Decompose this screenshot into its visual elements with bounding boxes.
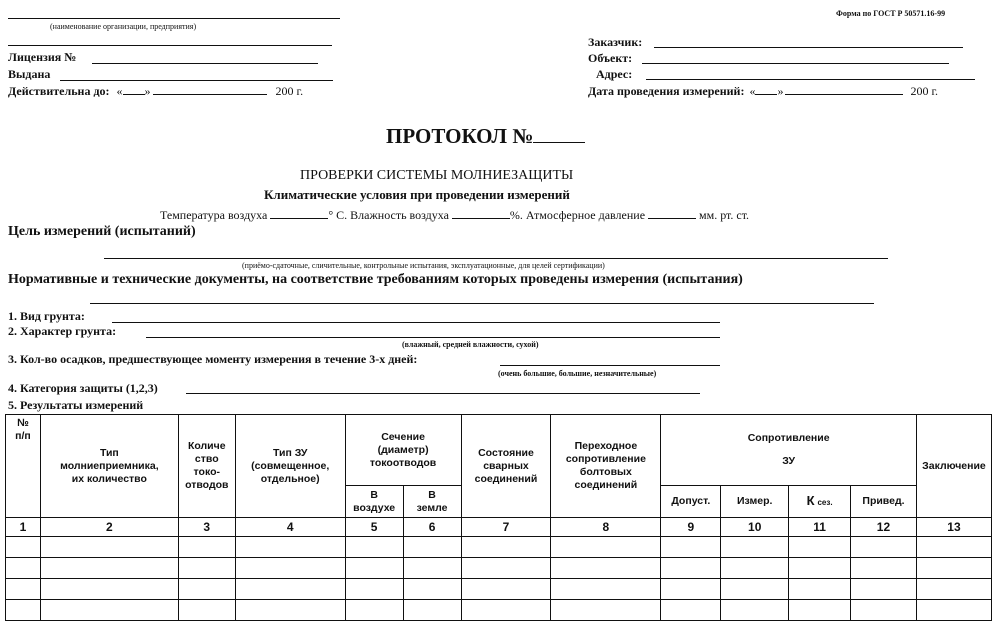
header-sec-b: (диаметр) bbox=[377, 443, 429, 456]
table-cell[interactable] bbox=[235, 558, 345, 579]
header-num-b: п/п bbox=[15, 430, 31, 442]
precip-label: 3. Кол-во осадков, предшествующее моменту измерения в течение 3-х дней: bbox=[8, 352, 418, 366]
category-label: 4. Категория защиты (1,2,3) bbox=[8, 381, 158, 395]
table-cell[interactable] bbox=[178, 558, 235, 579]
address-label: Адрес: bbox=[596, 67, 633, 81]
table-cell[interactable] bbox=[461, 579, 551, 600]
temp-label: Температура воздуха bbox=[160, 208, 268, 222]
table-cell[interactable] bbox=[721, 537, 789, 558]
header-num bbox=[6, 415, 41, 518]
table-cell[interactable] bbox=[403, 579, 461, 600]
header-weld bbox=[461, 415, 551, 518]
table-cell[interactable] bbox=[40, 600, 178, 621]
purpose-field[interactable] bbox=[104, 258, 888, 259]
soil-char-caption: (влажный, средней влажности, сухой) bbox=[402, 340, 539, 349]
table-cell[interactable] bbox=[551, 600, 661, 621]
table-cell[interactable] bbox=[916, 537, 991, 558]
object-field[interactable] bbox=[642, 63, 949, 64]
header-ground-a: В bbox=[428, 488, 436, 501]
col-num-8: 8 bbox=[551, 518, 661, 537]
purpose-heading: Цель измерений (испытаний) bbox=[8, 224, 196, 239]
table-cell[interactable] bbox=[551, 537, 661, 558]
table-cell[interactable] bbox=[403, 537, 461, 558]
table-cell[interactable] bbox=[721, 579, 789, 600]
header-res-a: Сопротивление bbox=[747, 432, 830, 444]
header-num-a: № bbox=[17, 417, 29, 429]
issued-label: Выдана bbox=[8, 67, 51, 81]
climate-line bbox=[160, 207, 749, 223]
soil-char-field[interactable] bbox=[146, 337, 720, 338]
col-num-9: 9 bbox=[661, 518, 721, 537]
header-k-sub: сез. bbox=[817, 498, 833, 507]
header-qty-b: ство bbox=[194, 453, 219, 465]
header-qty-a: Количе bbox=[187, 440, 226, 452]
protocol-number-field[interactable] bbox=[533, 125, 585, 143]
header-allowed: Допуст. bbox=[661, 486, 721, 518]
table-cell[interactable] bbox=[721, 558, 789, 579]
humidity-unit: %. Атмосферное давление bbox=[509, 208, 646, 222]
header-type-a: Тип bbox=[99, 446, 119, 459]
table-cell[interactable] bbox=[661, 558, 721, 579]
header-zu-c: отдельное) bbox=[260, 472, 320, 485]
customer-field[interactable] bbox=[654, 47, 963, 48]
table-cell[interactable] bbox=[403, 558, 461, 579]
header-sec-c: токоотводов bbox=[369, 456, 437, 469]
col-num-6: 6 bbox=[403, 518, 461, 537]
table-cell[interactable] bbox=[916, 600, 991, 621]
table-cell[interactable] bbox=[345, 579, 403, 600]
table-cell[interactable] bbox=[40, 537, 178, 558]
date-open: « bbox=[749, 84, 756, 98]
normative-heading: Нормативные и технические документы, на соответствие требованиям которых проведены измерения (испытания) bbox=[8, 272, 743, 287]
measurement-date bbox=[588, 83, 938, 99]
protocol-title bbox=[386, 124, 585, 149]
header-in-ground bbox=[403, 486, 461, 518]
table-cell[interactable] bbox=[461, 537, 551, 558]
table-cell[interactable] bbox=[403, 600, 461, 621]
header-zu-b: (совмещенное, bbox=[251, 459, 330, 472]
valid-label-text: Действительна до: bbox=[8, 84, 110, 98]
header-k-seasonal bbox=[789, 486, 851, 518]
table-cell[interactable] bbox=[345, 537, 403, 558]
pressure-field[interactable] bbox=[648, 207, 696, 219]
table-cell[interactable] bbox=[789, 558, 851, 579]
table-cell[interactable] bbox=[6, 600, 41, 621]
col-num-13: 13 bbox=[916, 518, 991, 537]
header-res-b: ЗУ bbox=[782, 455, 795, 467]
precip-caption: (очень большие, большие, незначительные) bbox=[498, 369, 657, 378]
table-cell[interactable] bbox=[851, 537, 917, 558]
table-cell[interactable] bbox=[6, 558, 41, 579]
table-cell[interactable] bbox=[235, 600, 345, 621]
table-cell[interactable] bbox=[721, 600, 789, 621]
license-field[interactable] bbox=[92, 63, 318, 64]
license-label: Лицензия № bbox=[8, 50, 77, 64]
table-cell[interactable] bbox=[235, 579, 345, 600]
col-num-5: 5 bbox=[345, 518, 403, 537]
table-cell[interactable] bbox=[235, 537, 345, 558]
header-type-b: молниеприемника, bbox=[60, 459, 159, 472]
header-sec-a: Сечение bbox=[381, 430, 425, 443]
org-name-line[interactable] bbox=[8, 18, 340, 19]
org-name-line-2[interactable] bbox=[8, 45, 332, 46]
header-trans-a: Переходное bbox=[574, 440, 638, 452]
column-number-row bbox=[6, 518, 992, 537]
temp-field[interactable] bbox=[270, 207, 328, 219]
temp-unit: ° С. Влажность воздуха bbox=[328, 208, 449, 222]
table-cell[interactable] bbox=[551, 579, 661, 600]
valid-day-field[interactable] bbox=[123, 83, 145, 95]
climate-heading: Климатические условия при проведении измерений bbox=[264, 187, 570, 202]
humidity-field[interactable] bbox=[452, 207, 510, 219]
valid-date-close: » bbox=[144, 84, 151, 98]
soil-char-label: 2. Характер грунта: bbox=[8, 324, 117, 338]
valid-year: 200 г. bbox=[275, 84, 304, 98]
col-num-1: 1 bbox=[6, 518, 41, 537]
table-cell[interactable] bbox=[178, 579, 235, 600]
results-label: 5. Результаты измерений bbox=[8, 398, 144, 412]
header-zu-type bbox=[235, 415, 345, 518]
table-cell[interactable] bbox=[345, 558, 403, 579]
table-cell[interactable] bbox=[661, 579, 721, 600]
table-row bbox=[6, 600, 992, 621]
customer-label: Заказчик: bbox=[588, 35, 643, 49]
header-zu-a: Тип ЗУ bbox=[272, 446, 308, 459]
form-reference: Форма по ГОСТ Р 50571.16-99 bbox=[836, 9, 946, 18]
table-cell[interactable] bbox=[6, 579, 41, 600]
valid-label bbox=[8, 83, 303, 99]
col-num-11: 11 bbox=[789, 518, 851, 537]
header-type bbox=[40, 415, 178, 518]
table-cell[interactable] bbox=[851, 600, 917, 621]
header-qty bbox=[178, 415, 235, 518]
col-num-12: 12 bbox=[851, 518, 917, 537]
header-qty-d: отводов bbox=[185, 479, 229, 491]
table-row bbox=[6, 558, 992, 579]
protocol-title-text: ПРОТОКОЛ № bbox=[386, 124, 534, 148]
header-weld-c: соединений bbox=[474, 472, 538, 485]
header-air-b: воздухе bbox=[353, 501, 396, 514]
category-field[interactable] bbox=[186, 393, 700, 394]
table-cell[interactable] bbox=[661, 537, 721, 558]
table-cell[interactable] bbox=[789, 579, 851, 600]
table-cell[interactable] bbox=[851, 558, 917, 579]
header-air-a: В bbox=[370, 488, 378, 501]
header-weld-b: сварных bbox=[483, 459, 529, 472]
date-day-field[interactable] bbox=[755, 83, 777, 95]
col-num-2: 2 bbox=[40, 518, 178, 537]
valid-date-open: « bbox=[116, 84, 123, 98]
header-reduced: Привед. bbox=[851, 486, 917, 518]
org-name-caption: (наименование организации, предприятия) bbox=[50, 22, 197, 31]
table-cell[interactable] bbox=[178, 537, 235, 558]
table-cell[interactable] bbox=[789, 600, 851, 621]
table-cell[interactable] bbox=[551, 558, 661, 579]
date-year: 200 г. bbox=[910, 84, 939, 98]
table-cell[interactable] bbox=[178, 600, 235, 621]
header-qty-c: токо- bbox=[193, 466, 220, 478]
table-cell[interactable] bbox=[916, 579, 991, 600]
header-conclusion: Заключение bbox=[916, 415, 991, 518]
header-trans-d: соединений bbox=[574, 479, 638, 491]
table-cell[interactable] bbox=[461, 600, 551, 621]
header-trans-c: болтовых bbox=[579, 466, 632, 478]
header-ground-b: земле bbox=[416, 501, 448, 514]
object-label: Объект: bbox=[588, 51, 633, 65]
normative-field[interactable] bbox=[90, 303, 874, 304]
table-row bbox=[6, 537, 992, 558]
header-trans-b: сопротивление bbox=[565, 453, 646, 465]
address-field[interactable] bbox=[646, 79, 975, 80]
header-transition bbox=[551, 415, 661, 518]
table-cell[interactable] bbox=[461, 558, 551, 579]
purpose-caption: (приёмо-сдаточные, сличительные, контрольные испытания, эксплуатационные, для целей сертификации) bbox=[242, 261, 605, 270]
table-row bbox=[6, 579, 992, 600]
soil-type-field[interactable] bbox=[112, 322, 720, 323]
protocol-subtitle: ПРОВЕРКИ СИСТЕМЫ МОЛНИЕЗАЩИТЫ bbox=[300, 168, 574, 183]
header-measured: Измер. bbox=[721, 486, 789, 518]
table-cell[interactable] bbox=[661, 600, 721, 621]
precip-field[interactable] bbox=[500, 365, 720, 366]
header-k: К bbox=[806, 493, 815, 508]
soil-type-label: 1. Вид грунта: bbox=[8, 309, 85, 323]
col-num-4: 4 bbox=[235, 518, 345, 537]
table-cell[interactable] bbox=[851, 579, 917, 600]
pressure-unit: мм. рт. ст. bbox=[699, 208, 750, 222]
header-in-air bbox=[345, 486, 403, 518]
table-cell[interactable] bbox=[916, 558, 991, 579]
col-num-10: 10 bbox=[721, 518, 789, 537]
date-month-field[interactable] bbox=[785, 83, 903, 95]
measurement-date-label: Дата проведения измерений: bbox=[588, 84, 745, 98]
header-resistance bbox=[661, 415, 917, 486]
header-section bbox=[345, 415, 461, 486]
col-num-3: 3 bbox=[178, 518, 235, 537]
col-num-7: 7 bbox=[461, 518, 551, 537]
table-cell[interactable] bbox=[789, 537, 851, 558]
date-close: » bbox=[777, 84, 784, 98]
table-cell[interactable] bbox=[40, 579, 178, 600]
table-cell[interactable] bbox=[40, 558, 178, 579]
header-weld-a: Состояние bbox=[478, 446, 534, 459]
results-table bbox=[5, 414, 992, 621]
header-type-c: их количество bbox=[71, 472, 147, 485]
table-cell[interactable] bbox=[6, 537, 41, 558]
issued-field[interactable] bbox=[60, 80, 333, 81]
table-cell[interactable] bbox=[345, 600, 403, 621]
valid-month-field[interactable] bbox=[153, 83, 267, 95]
